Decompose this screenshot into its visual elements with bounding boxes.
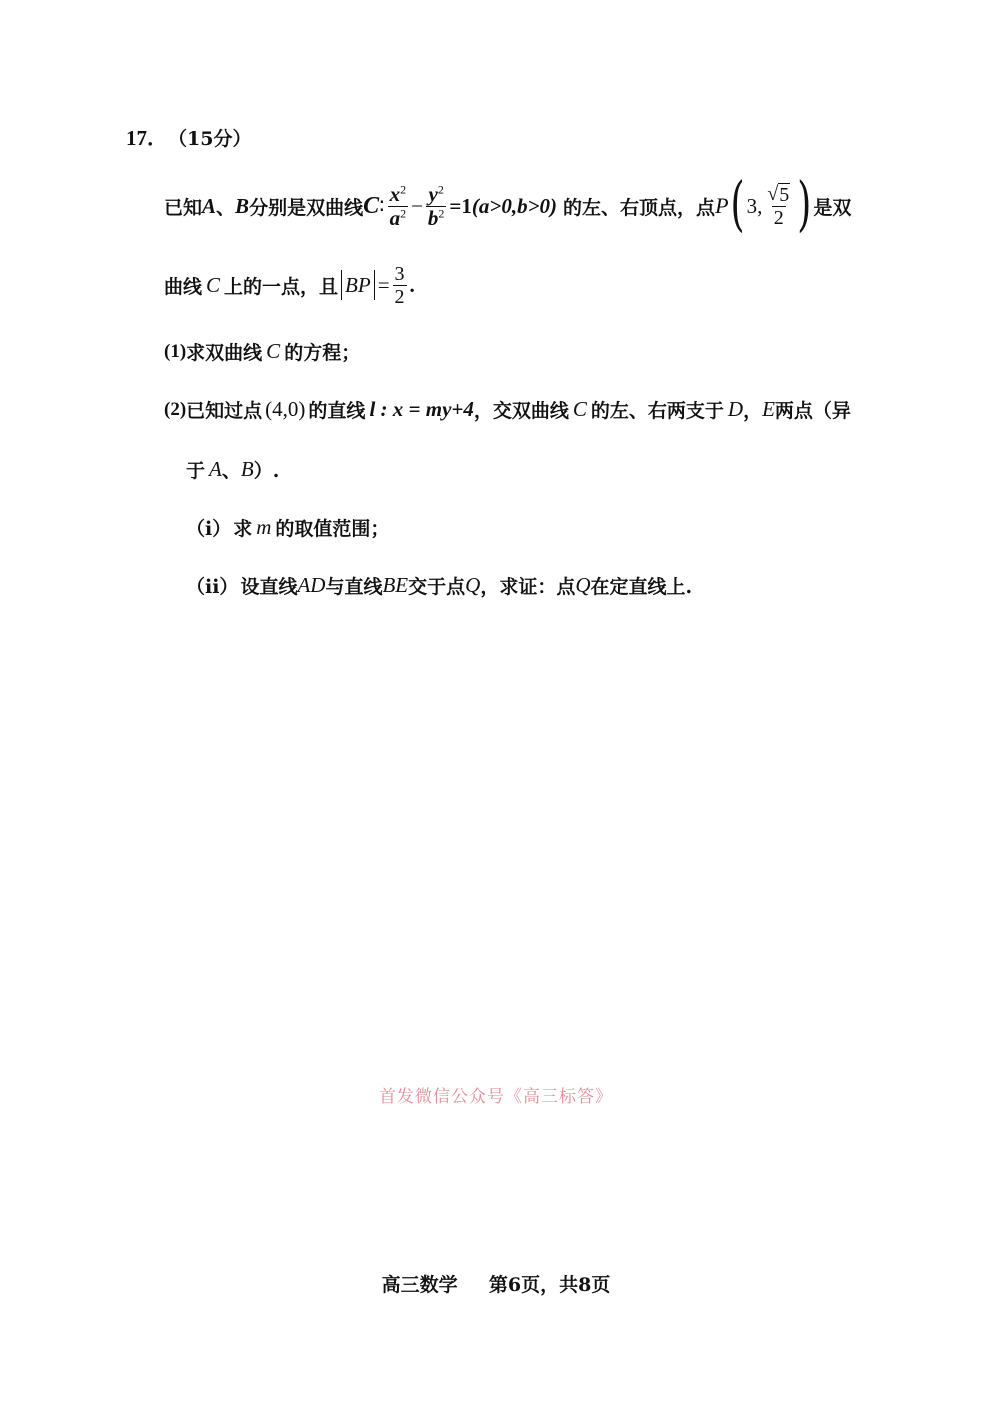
var-c: C <box>572 397 587 421</box>
problem-number: 17． <box>126 126 168 150</box>
separator: 、 <box>221 460 241 482</box>
equals-one: =1 <box>449 193 472 218</box>
stem-text: 的左、右顶点，点 <box>563 196 716 219</box>
var-p: P <box>715 193 729 218</box>
part-text: 求 <box>233 518 253 540</box>
part-text: 于 <box>186 460 206 482</box>
point-x: 3, <box>746 193 763 218</box>
left-paren: ( <box>730 171 745 239</box>
period: . <box>409 272 415 297</box>
frac-denominator: 2 <box>773 207 784 229</box>
var-q: Q <box>575 573 591 597</box>
problem-score: （15分） <box>168 127 252 150</box>
point-coords: (4,0) <box>265 397 306 421</box>
part-2-i <box>186 514 389 541</box>
stem-text: 分别是双曲线 <box>249 196 364 219</box>
var-m: m <box>256 515 272 539</box>
fraction-root5-2 <box>765 183 792 229</box>
exponent: 2 <box>400 181 407 196</box>
abs-bar-left <box>341 270 342 300</box>
frac-numerator: y <box>428 181 438 206</box>
part-label: (1) <box>164 340 187 362</box>
footer-page: 第6页，共8页 <box>488 1274 611 1296</box>
frac-denominator: a <box>389 205 401 230</box>
part-text: 的左、右两支于 <box>590 400 724 422</box>
exponent: 2 <box>400 205 407 220</box>
line-equation: l : x = my+4 <box>369 397 474 421</box>
frac-denominator: 2 <box>394 285 405 308</box>
stem-text: 是双 <box>813 196 852 219</box>
subpart-label: （ii） <box>186 576 239 598</box>
condition: (a>0,b>0) <box>471 193 558 218</box>
var-c: C <box>266 339 281 363</box>
radical-icon: √ <box>767 183 779 205</box>
watermark-text: 首发微信公众号《高三标答》 <box>379 1087 613 1107</box>
var-e: E <box>762 397 775 421</box>
minus-sign: − <box>411 193 423 218</box>
part-text: 交于点 <box>408 576 466 598</box>
line-ad: AD <box>297 573 326 597</box>
part-text: 设直线 <box>240 576 298 598</box>
stem-text: 曲线 <box>164 275 203 298</box>
part-text: 与直线 <box>325 576 383 598</box>
part-text: 求双曲线 <box>186 342 263 364</box>
footer-subject: 高三数学 <box>381 1274 458 1296</box>
part-label: (2) <box>164 398 187 420</box>
var-b: B <box>235 193 250 218</box>
frac-denominator: b <box>427 205 439 230</box>
part-2-line-1 <box>164 396 851 423</box>
sqrt <box>765 183 792 206</box>
part-2-line-2 <box>186 456 279 483</box>
var-a: A <box>209 457 222 481</box>
part-2-ii <box>186 572 692 599</box>
subpart-label: （i） <box>186 518 232 540</box>
var-c: C <box>206 272 221 297</box>
var-b: B <box>240 457 254 481</box>
part-text: 的取值范围； <box>275 518 390 540</box>
part-1 <box>164 338 360 365</box>
equals-sign: = <box>377 272 390 297</box>
right-paren: ) <box>797 171 812 239</box>
line-be: BE <box>382 573 409 597</box>
fraction-y2-b2 <box>426 183 447 230</box>
page-footer <box>0 1270 992 1297</box>
exponent: 2 <box>438 205 445 220</box>
radicand: 5 <box>779 184 790 206</box>
part-text: ）. <box>253 460 280 482</box>
problem-header <box>126 122 251 152</box>
stem-line-1 <box>164 171 852 239</box>
abs-bar-right <box>374 270 375 300</box>
var-d: D <box>727 397 744 421</box>
part-text: ，交双曲线 <box>473 400 569 422</box>
part-text: 已知过点 <box>186 400 263 422</box>
exponent: 2 <box>437 181 444 196</box>
separator: 、 <box>216 196 236 219</box>
fraction-x2-a2 <box>388 183 409 230</box>
colon: ∶ <box>379 193 385 218</box>
part-text: 的直线 <box>308 400 366 422</box>
segment-bp: BP <box>345 272 371 297</box>
var-q: Q <box>465 573 481 597</box>
var-c: C <box>363 192 380 219</box>
stem-line-2 <box>164 257 415 313</box>
var-a: A <box>202 193 217 218</box>
part-text: 两点（异 <box>774 400 851 422</box>
comma: ， <box>743 400 763 422</box>
frac-numerator: x <box>389 181 401 206</box>
part-text: 的方程； <box>284 342 361 364</box>
frac-numerator: 3 <box>394 262 405 285</box>
stem-text: 已知 <box>164 196 203 219</box>
part-text: 在定直线上. <box>590 576 693 598</box>
part-text: ，求证：点 <box>480 576 576 598</box>
fraction-3-2 <box>393 263 407 308</box>
stem-text: 上的一点，且 <box>224 275 339 298</box>
